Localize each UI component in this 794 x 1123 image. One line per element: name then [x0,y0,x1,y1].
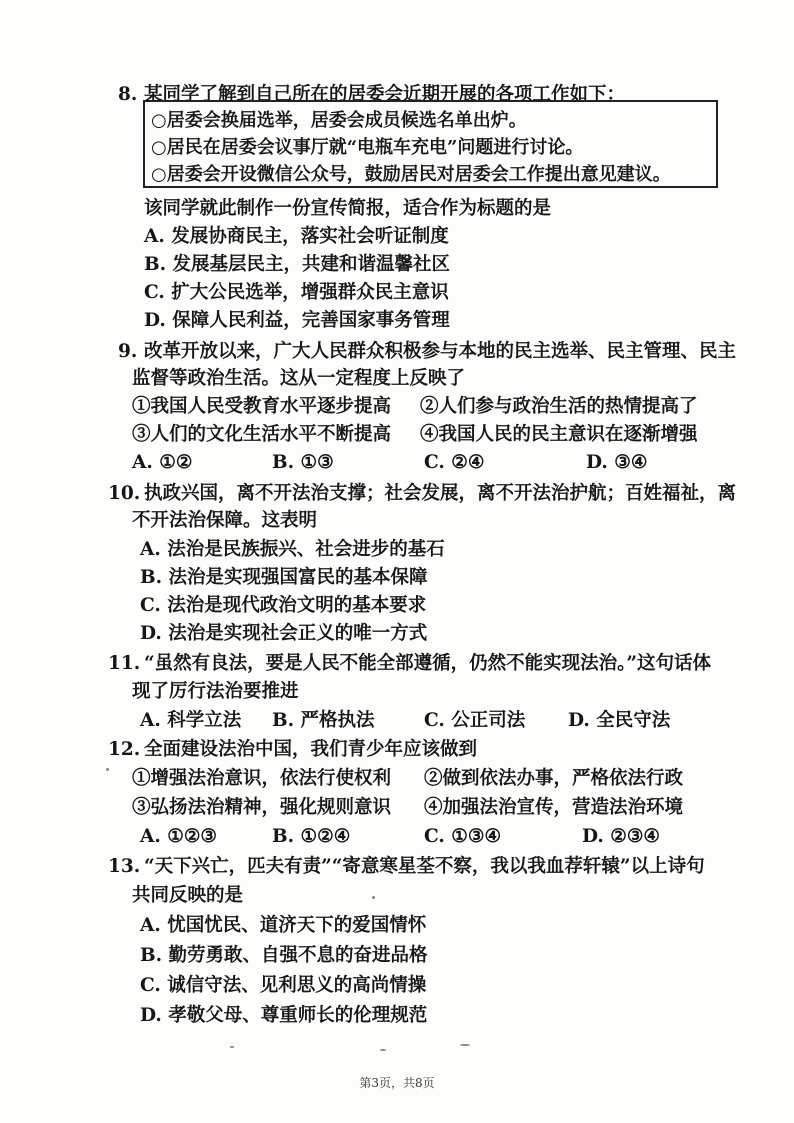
q11-stem-line-2: 现了厉行法治要推进 [132,681,299,702]
q9-stem-line-1: 改革开放以来，广大人民群众积极参与本地的民主选举、民主管理、民主 [144,341,737,362]
q11-option-c: C. 公正司法 [424,710,526,731]
q11-option-d: D. 全民守法 [568,710,671,731]
q12-option-a: A. ①②③ [140,826,217,847]
q13-option-a: A. 忧国忧民、道济天下的爱国情怀 [140,915,427,936]
q8-info-box [143,100,718,188]
q10-option-d: D. 法治是实现社会正义的唯一方式 [140,623,428,644]
q9-option-b: B. ①③ [272,452,334,473]
scan-speck [372,896,375,899]
q12-option-b: B. ①②④ [272,826,351,847]
q12-option-c: C. ①③④ [424,826,502,847]
q9-option-a: A. ①② [132,452,193,473]
q12-item-1: ①增强法治意识，依法行使权利 [132,768,392,789]
q8-option-d: D. 保障人民利益，完善国家事务管理 [144,310,450,331]
q11-option-b: B. 严格执法 [272,710,375,731]
q9-item-3: ③人们的文化生活水平不断提高 [132,424,392,445]
q9-item-4: ④我国人民的民主意识在逐渐增强 [420,424,698,445]
q11-option-a: A. 科学立法 [140,710,242,731]
q12-number: 12. [108,739,141,760]
page-footer: 第3页，共8页 [359,1076,435,1090]
q12-item-4: ④加强法治宣传，营造法治环境 [424,797,684,818]
q13-stem-line-1: “天下兴亡，匹夫有责”“寄意寒星荃不察，我以我血荐轩辕”以上诗句 [144,856,705,877]
q11-number: 11. [108,653,141,674]
scan-speck [230,1046,234,1048]
q12-option-d: D. ②③④ [582,826,661,847]
q9-number: 9. [118,341,138,362]
q10-number: 10. [108,483,141,504]
q13-option-b: B. 勤劳勇敢、自强不息的奋进品格 [140,945,428,966]
q13-stem-line-2: 共同反映的是 [132,885,244,906]
q9-option-d: D. ③④ [586,452,648,473]
q8-box-line-1: ○居委会换届选举，居委会成员候选名单出炉。 [151,110,527,131]
q8-box-line-3: ○居委会开设微信公众号，鼓励居民对居委会工作提出意见建议。 [151,164,671,185]
q13-option-d: D. 孝敬父母、尊重师长的伦理规范 [140,1005,428,1026]
q8-option-a: A. 发展协商民主，落实社会听证制度 [144,226,449,247]
q8-stem-2: 该同学就此制作一份宣传简报，适合作为标题的是 [144,198,552,219]
q8-option-c: C. 扩大公民选举，增强群众民主意识 [144,282,449,303]
q9-option-c: C. ②④ [424,452,485,473]
q8-number: 8. [118,84,138,105]
q8-box-line-2: ○居民在居委会议事厅就“电瓶车充电”问题进行讨论。 [151,137,584,158]
q8-stem: 某同学了解到自己所在的居委会近期开展的各项工作如下： [144,84,626,105]
q9-item-1: ①我国人民受教育水平逐步提高 [132,396,392,417]
q12-item-2: ②做到依法办事，严格依法行政 [424,768,684,789]
q10-option-a: A. 法治是民族振兴、社会进步的基石 [140,539,445,560]
q9-stem-line-2: 监督等政治生活。这从一定程度上反映了 [132,368,466,389]
q10-stem-line-1: 执政兴国，离不开法治支撑；社会发展，离不开法治护航；百姓福祉，离 [144,483,737,504]
q11-stem-line-1: “虽然有良法，要是人民不能全部遵循，仍然不能实现法治。”这句话体 [144,653,712,674]
scan-speck [380,1049,386,1051]
q10-stem-line-2: 不开法治保障。这表明 [132,510,318,531]
q10-option-b: B. 法治是实现强国富民的基本保障 [140,567,428,588]
q13-number: 13. [108,856,141,877]
q13-option-c: C. 诚信守法、见利思义的高尚情操 [140,975,427,996]
q8-option-b: B. 发展基层民主，共建和谐温馨社区 [144,254,451,275]
scan-speck [460,1044,470,1046]
q10-option-c: C. 法治是现代政治文明的基本要求 [140,595,427,616]
q12-item-3: ③弘扬法治精神，强化规则意识 [132,797,392,818]
q12-stem: 全面建设法治中国，我们青少年应该做到 [144,739,478,760]
q9-item-2: ②人们参与政治生活的热情提高了 [420,396,698,417]
scan-speck [106,768,109,771]
